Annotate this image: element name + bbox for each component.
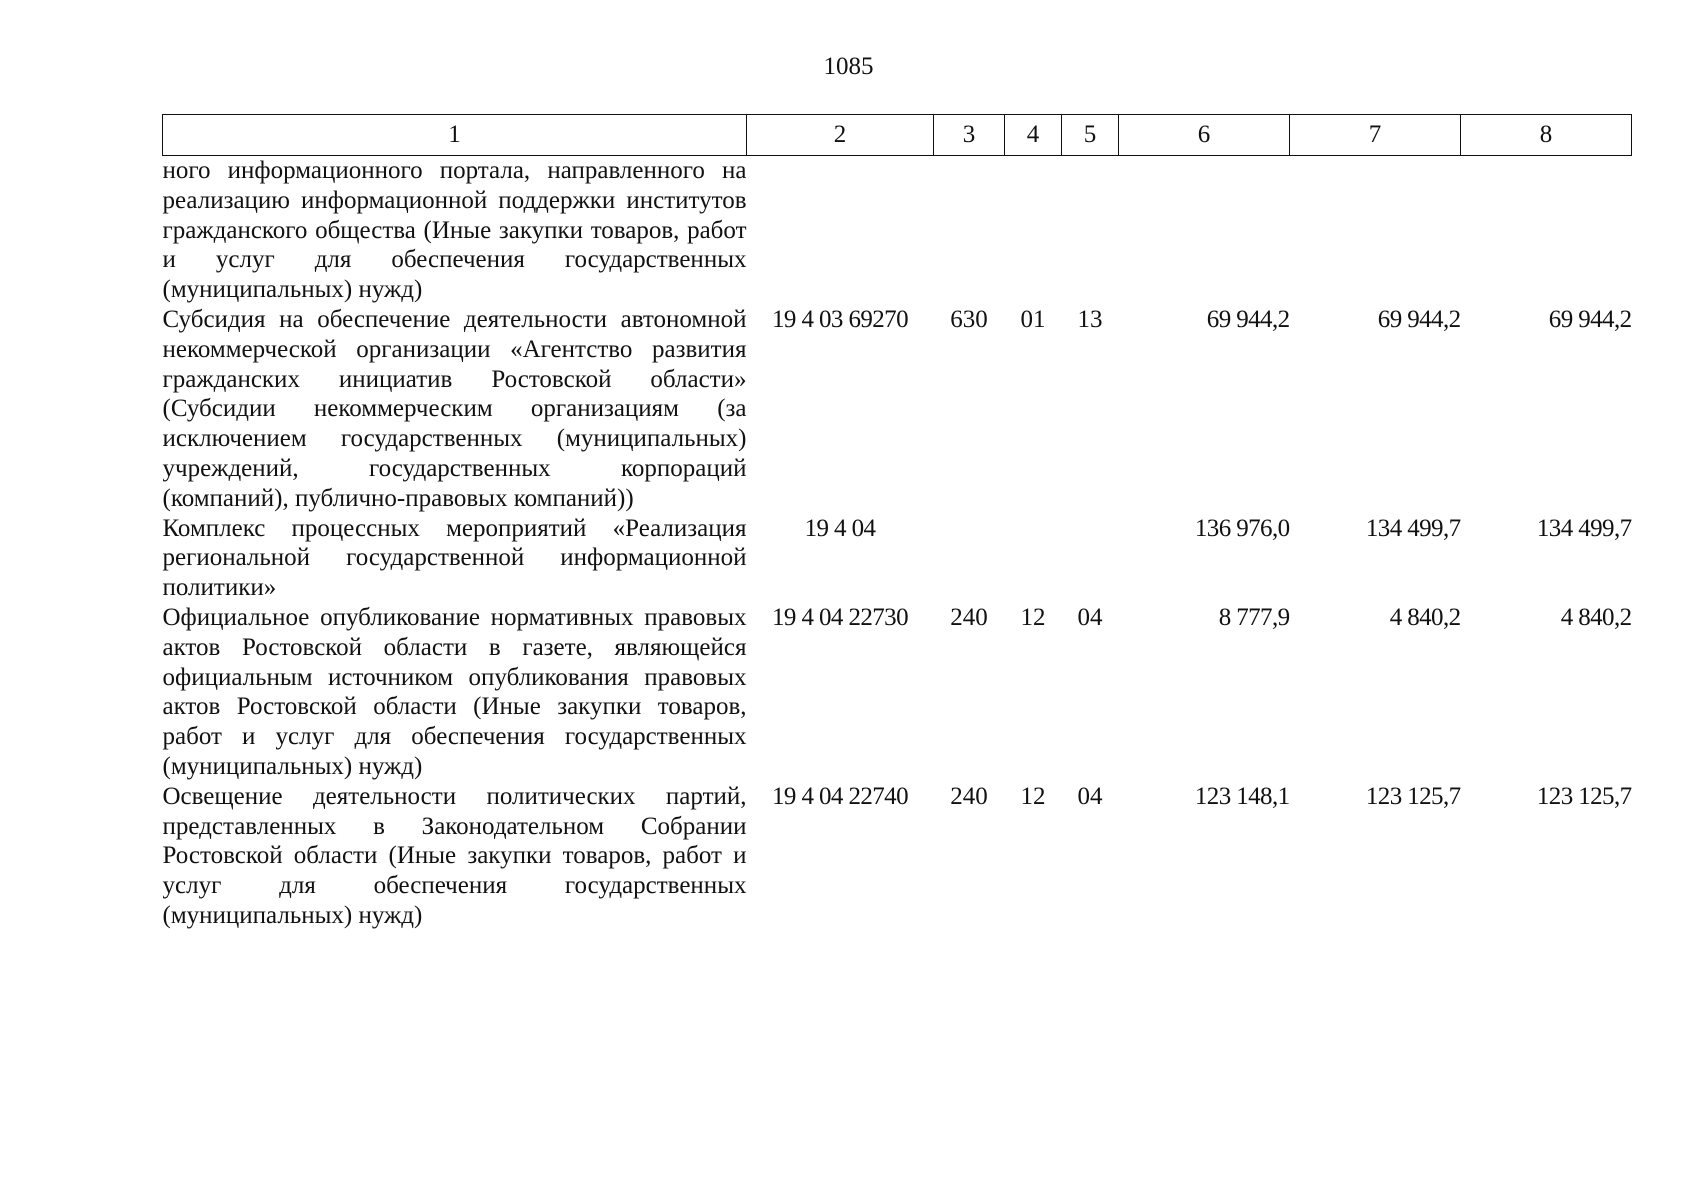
row-amount-year2 xyxy=(1290,156,1461,305)
row-vr-code xyxy=(934,514,1005,603)
table-row xyxy=(163,156,1632,305)
col-header-6: 6 xyxy=(1119,115,1290,156)
row-vr-code: 630 xyxy=(950,305,988,333)
row-amount-year1: 123 148,1 xyxy=(1194,782,1290,810)
row-rz-code: 12 xyxy=(1020,603,1046,631)
row-name: Освещение деятельности политических партий, представленных в Законодательном Собрании Ростовской области (Иные закупки товаров, работ и услуг для обеспечения государственных (муниципальных) нужд) xyxy=(162,782,747,929)
row-csr-code: 19 4 04 22740 xyxy=(772,782,908,810)
row-csr-code: 19 4 04 22730 xyxy=(772,603,908,631)
table-row xyxy=(163,514,1632,603)
row-amount-year2: 4 840,2 xyxy=(1389,603,1461,631)
row-amount-year2: 134 499,7 xyxy=(1365,514,1461,542)
row-name: Комплекс процессных мероприятий «Реализация региональной государственной информационной политики» xyxy=(162,514,747,602)
row-name: ного информационного портала, направленного на реализацию информационной поддержки институтов гражданского общества (Иные закупки товаров, работ и услуг для обеспечения государственных (муниципальных) нужд) xyxy=(162,157,747,304)
row-csr-code: 19 4 04 xyxy=(804,514,876,542)
row-pr-code: 04 xyxy=(1077,782,1103,810)
col-header-8: 8 xyxy=(1461,115,1632,156)
col-header-7: 7 xyxy=(1290,115,1461,156)
row-amount-year2: 69 944,2 xyxy=(1377,305,1461,333)
table-row xyxy=(163,603,1632,782)
row-pr-code xyxy=(1062,514,1119,603)
row-rz-code: 12 xyxy=(1020,782,1046,810)
row-rz-code xyxy=(1005,156,1062,305)
budget-table xyxy=(162,114,1632,931)
row-amount-year1: 69 944,2 xyxy=(1206,305,1290,333)
col-header-4: 4 xyxy=(1005,115,1062,156)
row-amount-year3: 4 840,2 xyxy=(1560,603,1632,631)
col-header-5: 5 xyxy=(1062,115,1119,156)
col-header-1: 1 xyxy=(163,115,747,156)
row-amount-year3: 69 944,2 xyxy=(1548,305,1632,333)
row-rz-code xyxy=(1005,514,1062,603)
row-amount-year1 xyxy=(1119,156,1290,305)
row-amount-year3: 123 125,7 xyxy=(1536,782,1632,810)
row-rz-code: 01 xyxy=(1020,305,1046,333)
table-row xyxy=(163,782,1632,931)
row-vr-code: 240 xyxy=(950,782,988,810)
table-row xyxy=(163,305,1632,514)
row-amount-year1: 136 976,0 xyxy=(1194,514,1290,542)
col-header-2: 2 xyxy=(747,115,934,156)
row-amount-year1: 8 777,9 xyxy=(1218,603,1290,631)
row-csr-code xyxy=(747,156,934,305)
row-vr-code: 240 xyxy=(950,603,988,631)
row-name: Субсидия на обеспечение деятельности автономной некоммерческой организации «Агентство развития гражданских инициатив Ростовской области» (Субсидии некоммерческим организациям (за исключением государственных (муниципальных) учреждений, государственных корпораций (компаний), публично-правовых компаний)) xyxy=(162,305,747,512)
col-header-3: 3 xyxy=(934,115,1005,156)
row-pr-code: 04 xyxy=(1077,603,1103,631)
header-row xyxy=(163,115,1632,156)
row-vr-code xyxy=(934,156,1005,305)
page-number: 1085 xyxy=(823,53,874,80)
row-pr-code: 13 xyxy=(1077,305,1103,333)
row-name: Официальное опубликование нормативных правовых актов Ростовской области в газете, являющейся официальным источником опубликования правовых актов Ростовской области (Иные закупки товаров, работ и услуг для обеспечения государственных (муниципальных) нужд) xyxy=(162,603,747,780)
row-pr-code xyxy=(1062,156,1119,305)
row-csr-code: 19 4 03 69270 xyxy=(772,305,908,333)
row-amount-year3 xyxy=(1461,156,1632,305)
row-amount-year3: 134 499,7 xyxy=(1536,514,1632,542)
row-amount-year2: 123 125,7 xyxy=(1365,782,1461,810)
